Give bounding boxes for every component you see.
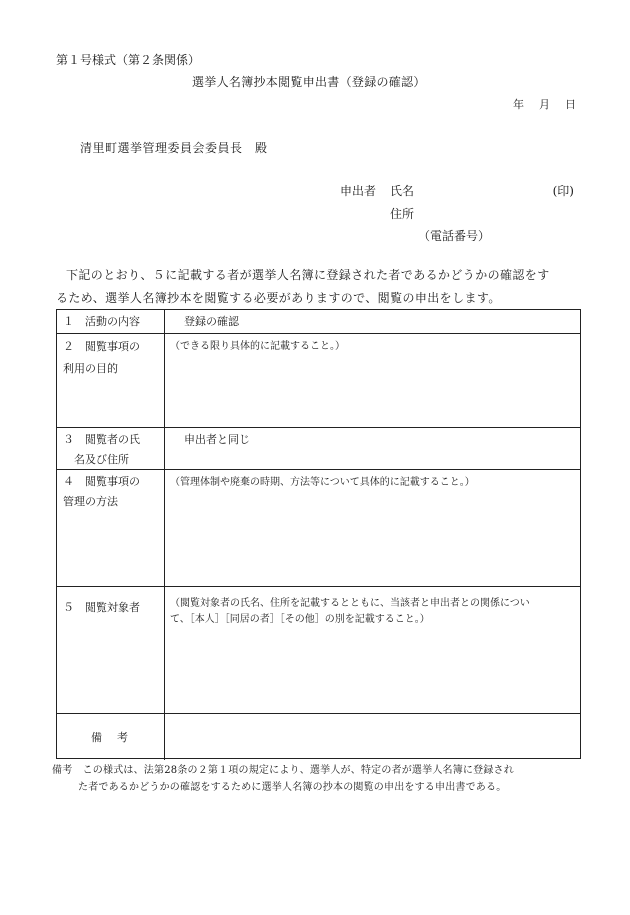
intro-text-line-2: るため、選挙人名簿抄本を閲覧する必要がありますので、閲覧の申出をします。 [56,291,501,305]
table-row-viewer [57,427,580,469]
column-divider [164,714,165,760]
applicant-seal: (印) [552,184,574,198]
management-field[interactable]: （管理体制や廃棄の時期、方法等について具体的に記載すること。） [170,477,475,488]
date-line: 年 月 日 [513,98,578,111]
activity-label: １ 活動の内容 [63,315,140,328]
table-row-management [57,469,580,586]
purpose-label-line-2: 利用の目的 [63,362,118,375]
application-table [56,309,581,759]
form-number: 第１号様式（第２条関係） [56,53,201,67]
purpose-field[interactable]: （できる限り具体的に記載すること。） [170,341,345,352]
viewer-label-line-1: ３ 閲覧者の氏 [63,433,140,446]
applicant-address-label: 住所 [390,207,415,221]
applicant-phone-label: （電話番号） [418,229,491,243]
intro-text-line-1: 下記のとおり、５に記載する者が選挙人名簿に登録された者であるかどうかの確認をす [66,268,550,282]
footnote-line-2: た者であるかどうかの確認をするために選挙人名簿の抄本の閲覧の申出をする申出書である。 [78,782,507,793]
column-divider [164,428,165,469]
applicant-name-label: 氏名 [390,184,415,198]
column-divider [164,310,165,333]
viewer-label-line-2: 名及び住所 [74,453,129,466]
column-divider [164,334,165,427]
addressee: 清里町選挙管理委員会委員長 殿 [80,141,268,155]
viewer-field[interactable]: 申出者と同じ [184,433,250,446]
column-divider [164,587,165,713]
purpose-label-line-1: ２ 閲覧事項の [63,340,140,353]
target-label: ５ 閲覧対象者 [63,601,140,614]
table-row-target [57,586,580,713]
applicant-label: 申出者 [340,184,377,198]
footnote-line-1: 備考 この様式は、法第28条の２第１項の規定により、選挙人が、特定の者が選挙人名簿に登録され [52,765,514,776]
table-row-activity [57,310,580,333]
document-title: 選挙人名簿抄本閲覧申出書（登録の確認） [192,75,426,89]
activity-value: 登録の確認 [184,315,239,328]
column-divider [164,470,165,586]
table-row-remarks [57,713,580,760]
target-field-line-1[interactable]: （閲覧対象者の氏名、住所を記載するとともに、当該者と申出者との関係につい [170,598,530,609]
target-field-line-2[interactable]: て、［本人］［同居の者］［その他］の別を記載すること。） [170,614,430,625]
remarks-label: 備 考 [91,731,130,744]
management-label-line-1: ４ 閲覧事項の [63,475,140,488]
table-row-purpose [57,333,580,427]
management-label-line-2: 管理の方法 [63,495,118,508]
